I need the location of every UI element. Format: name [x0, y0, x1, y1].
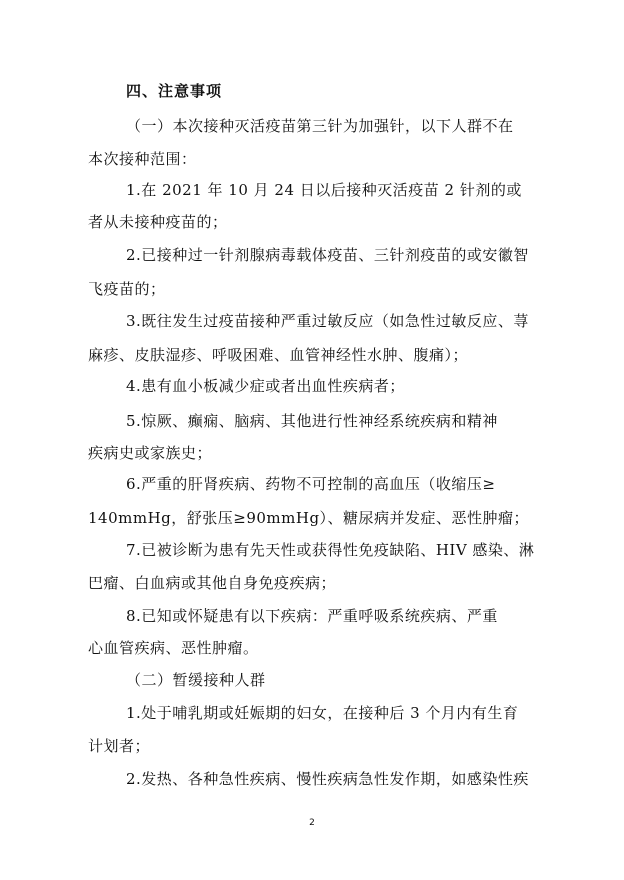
list-item-cont: 疾病史或家族史；	[88, 444, 213, 462]
list-item: 4.患有血小板减少症或者出血性疾病者；	[126, 377, 405, 395]
list-item: 2.发热、各种急性疾病、慢性疾病急性发作期，如感染性疾	[126, 770, 529, 788]
list-item: 5.惊厥、癫痫、脑病、其他进行性神经系统疾病和精神	[126, 412, 498, 430]
section-heading: 四、注意事项	[126, 82, 223, 100]
list-item: 7.已被诊断为患有先天性或获得性免疫缺陷、HIV 感染、淋	[126, 541, 535, 559]
subsection-2-title: （二）暂缓接种人群	[126, 671, 266, 689]
list-item-cont: 飞疫苗的；	[88, 280, 166, 298]
list-item: 2.已接种过一针剂腺病毒载体疫苗、三针剂疫苗的或安徽智	[126, 246, 529, 264]
list-item-cont: 者从未接种疫苗的；	[88, 213, 228, 231]
list-item: 1.在 2021 年 10 月 24 日以后接种灭活疫苗 2 针剂的或	[126, 181, 522, 199]
page-number: 2	[309, 818, 315, 828]
list-item-cont: 140mmHg，舒张压≥90mmHg）、糖尿病并发症、恶性肿瘤；	[88, 509, 530, 527]
list-item-cont: 计划者；	[88, 737, 151, 755]
list-item: 6.严重的肝肾疾病、药物不可控制的高血压（收缩压≥	[126, 475, 496, 493]
list-item-cont: 心血管疾病、恶性肿瘤。	[88, 639, 259, 657]
list-item-cont: 麻疹、皮肤湿疹、呼吸困难、血管神经性水肿、腹痛）；	[88, 346, 469, 364]
subsection-1-title: （一）本次接种灭活疫苗第三针为加强针，以下人群不在	[126, 117, 514, 135]
list-item-cont: 巴瘤、白血病或其他自身免疫疾病；	[88, 574, 337, 592]
list-item: 3.既往发生过疫苗接种严重过敏反应（如急性过敏反应、荨	[126, 312, 529, 330]
list-item: 8.已知或怀疑患有以下疾病：严重呼吸系统疾病、严重	[126, 607, 498, 625]
subsection-1-title-cont: 本次接种范围：	[88, 150, 197, 168]
list-item: 1.处于哺乳期或妊娠期的妇女，在接种后 3 个月内有生育	[126, 704, 519, 722]
